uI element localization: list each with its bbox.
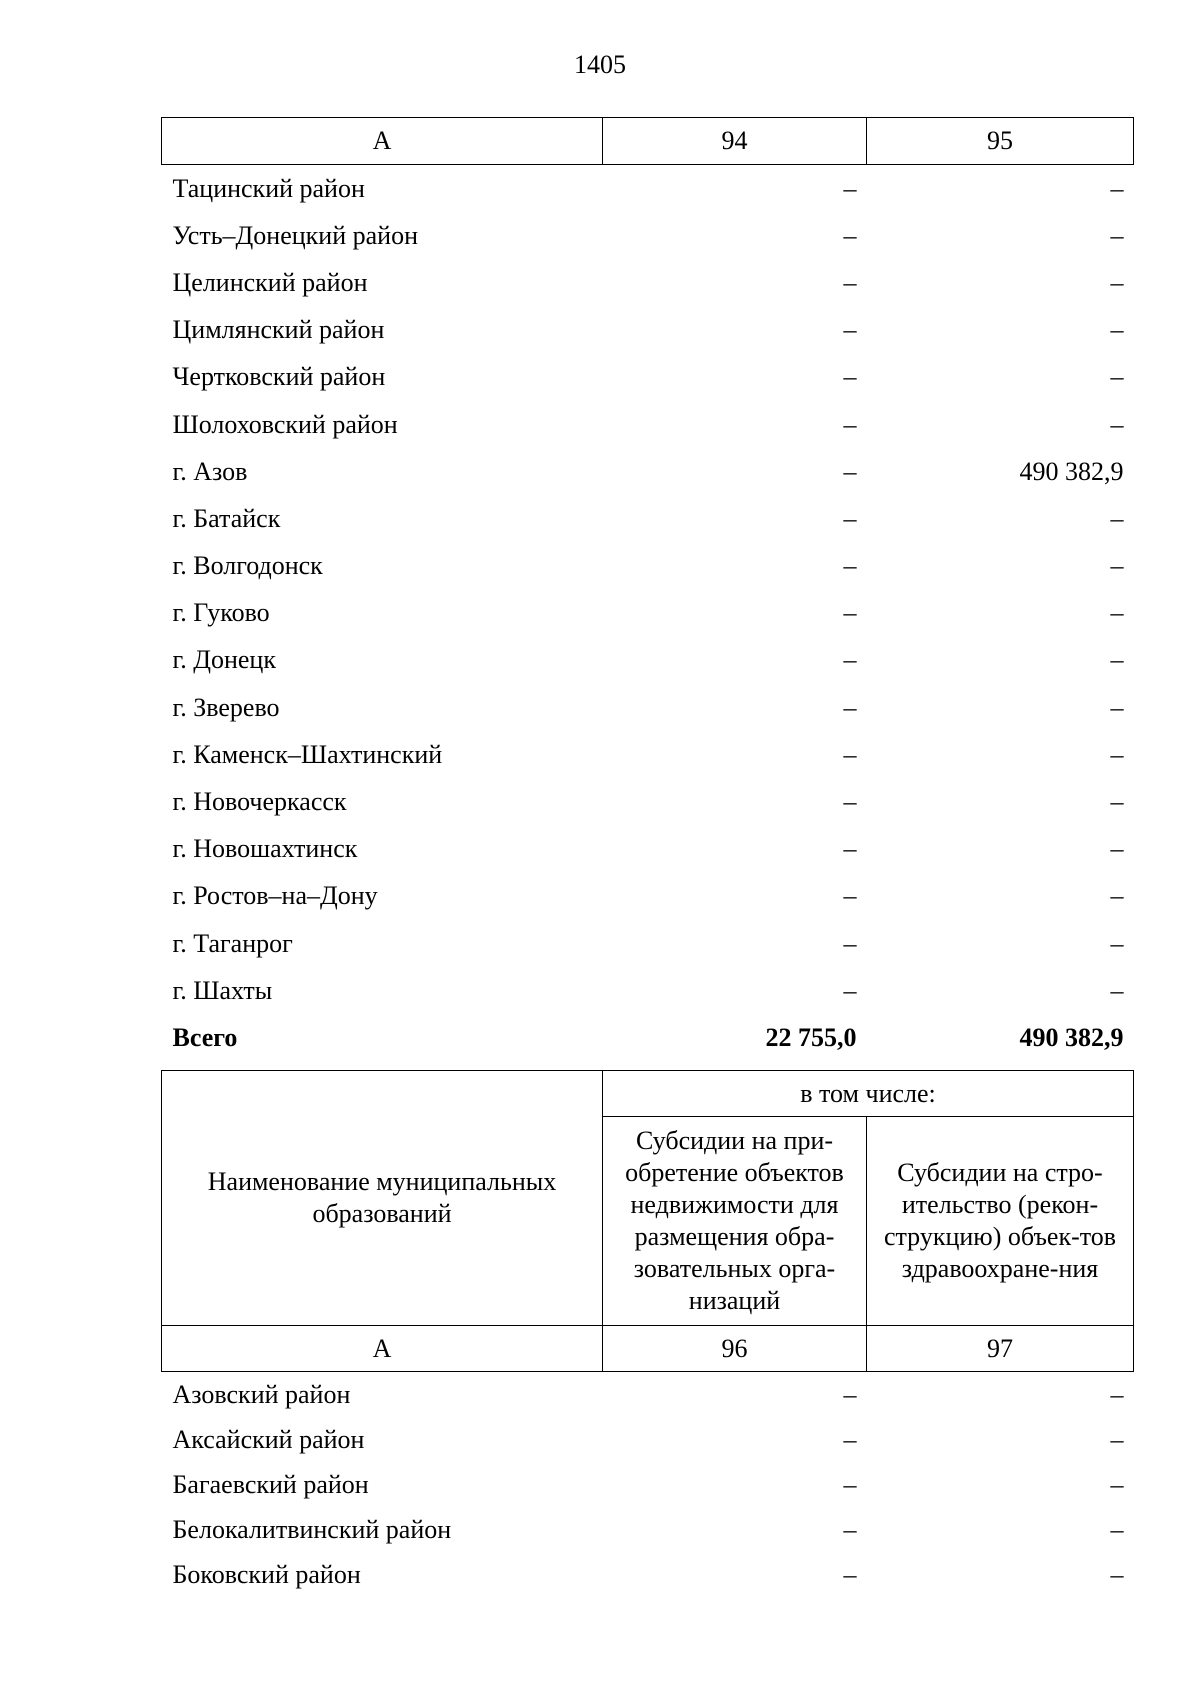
municipality-name: Чертковский район [172,362,386,392]
municipality-name: Аксайский район [172,1424,365,1454]
value-c94: – [843,267,857,297]
value-c95: – [1110,881,1124,911]
table-row [162,731,1134,778]
value-c96: – [843,1514,857,1544]
table-row [162,495,1134,542]
table-second [161,1070,1134,1597]
value-c96: – [843,1379,857,1409]
table-row [162,1462,1134,1507]
value-c95: – [1110,551,1124,581]
value-c94: – [843,787,857,817]
value-c95: – [1110,645,1124,675]
value-c94: – [843,881,857,911]
municipality-name: Всего [172,1022,238,1052]
municipality-name: Шолоховский район [172,409,398,439]
table-row [162,778,1134,825]
table-row [162,826,1134,873]
header-col-97: Субсидии на стро-ительство (рекон-струкцию) объек-тов здравоохране-ния [867,1117,1134,1326]
header-cell-95: 95 [867,118,1134,165]
value-c95: – [1110,787,1124,817]
value-c95: – [1110,692,1124,722]
municipality-name: г. Батайск [172,503,281,533]
value-c97: – [1110,1424,1124,1454]
value-c95: – [1110,315,1124,345]
value-c95: – [1110,975,1124,1005]
value-c94: – [843,739,857,769]
value-c94: – [843,975,857,1005]
value-c94: – [843,456,857,486]
value-c94: – [843,645,857,675]
value-c95: – [1110,503,1124,533]
municipality-name: г. Шахты [172,975,273,1005]
municipality-name: г. Донецк [172,645,276,675]
value-c95: – [1110,362,1124,392]
value-c95: – [1110,220,1124,250]
header-cell-94: 94 [603,118,867,165]
table-row [162,637,1134,684]
municipality-name: г. Новошахтинск [172,834,358,864]
table-first [161,117,1134,1062]
municipality-name: Багаевский район [172,1469,369,1499]
value-c95: – [1110,834,1124,864]
value-c97: – [1110,1559,1124,1589]
municipality-name: Тацинский район [172,173,365,203]
value-c95: 490 382,9 [1019,1022,1124,1052]
table-row [162,684,1134,731]
table-row [162,165,1134,213]
value-c96: – [843,1424,857,1454]
municipality-name: Целинский район [172,267,368,297]
municipality-name: г. Волгодонск [172,551,323,581]
page-number: 1405 [574,50,626,79]
value-c96: – [843,1469,857,1499]
value-c97: – [1110,1514,1124,1544]
table-row [162,543,1134,590]
table-row [162,873,1134,920]
value-c97: – [1110,1379,1124,1409]
value-c95: – [1110,267,1124,297]
value-c94: – [843,409,857,439]
municipality-name: г. Гуково [172,598,270,628]
header-cell-a: А [162,118,603,165]
value-c94: – [843,928,857,958]
value-c95: – [1110,598,1124,628]
value-c95: – [1110,928,1124,958]
table-row [162,401,1134,448]
value-c94: – [843,598,857,628]
value-c97: – [1110,1469,1124,1499]
table-row [162,590,1134,637]
table-header-row [162,118,1134,165]
value-c94: – [843,692,857,722]
municipality-name: г. Таганрог [172,928,293,958]
header-including: в том числе: [603,1071,1134,1117]
municipality-name: Цимлянский район [172,315,385,345]
value-c94: – [843,503,857,533]
table-row [162,354,1134,401]
municipality-name: Азовский район [172,1379,351,1409]
table-row [162,259,1134,306]
header-col-96: Субсидии на при-обретение объектов недвижимости для размещения обра-зовательных орга-низаций [603,1117,867,1326]
municipality-name: Боковский район [172,1559,361,1589]
table-row [162,967,1134,1014]
table-row [162,307,1134,354]
value-c94: – [843,315,857,345]
value-c94: – [843,220,857,250]
table-row [162,1372,1134,1418]
table2-header-row-1 [162,1071,1134,1117]
municipality-name: г. Ростов–на–Дону [172,881,378,911]
value-c95: – [1110,409,1124,439]
value-c95: – [1110,173,1124,203]
numbering-97: 97 [867,1326,1134,1372]
municipality-name: Усть–Донецкий район [172,220,418,250]
table-row [162,1417,1134,1462]
value-c95: 490 382,9 [1019,456,1124,486]
value-c96: – [843,1559,857,1589]
numbering-96: 96 [603,1326,867,1372]
value-c94: – [843,834,857,864]
total-row [162,1014,1134,1061]
value-c94: – [843,551,857,581]
value-c95: – [1110,739,1124,769]
numbering-a: А [162,1326,603,1372]
municipality-name: г. Новочеркасск [172,787,347,817]
municipality-name: г. Азов [172,456,248,486]
value-c94: 22 755,0 [765,1022,857,1052]
table-row [162,1552,1134,1597]
table-row [162,212,1134,259]
table-row [162,920,1134,967]
value-c94: – [843,362,857,392]
table2-numbering-row [162,1326,1134,1372]
value-c94: – [843,173,857,203]
municipality-name: Белокалитвинский район [172,1514,452,1544]
table-row [162,448,1134,495]
header-municipality: Наименование муниципальных образований [162,1071,603,1326]
municipality-name: г. Каменск–Шахтинский [172,739,443,769]
municipality-name: г. Зверево [172,692,280,722]
table-row [162,1507,1134,1552]
